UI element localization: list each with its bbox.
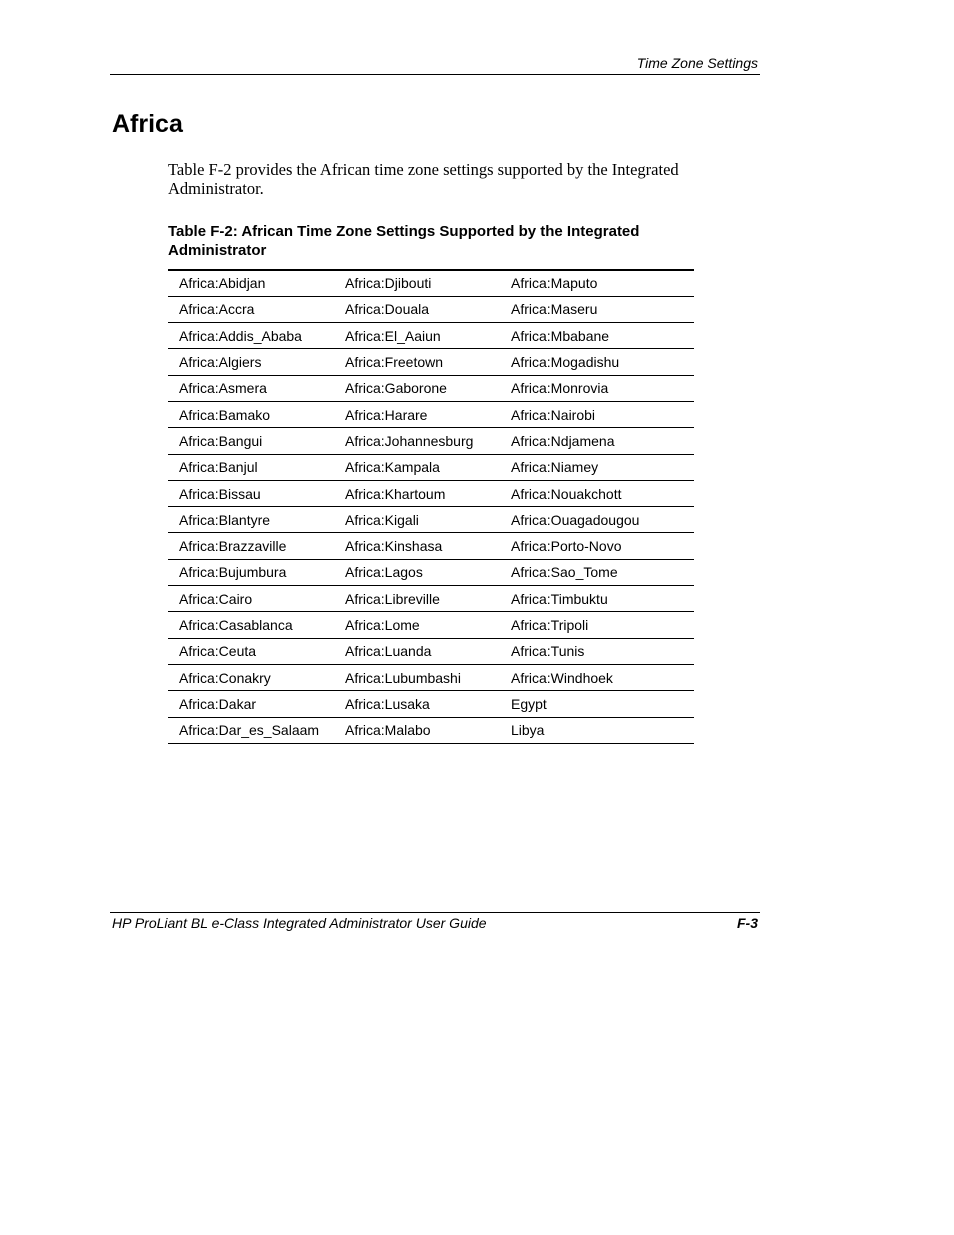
table-row — [168, 296, 694, 322]
table-cell: Africa:Malabo — [334, 717, 500, 743]
table-cell: Africa:Lubumbashi — [334, 664, 500, 690]
table-row — [168, 717, 694, 743]
table-cell: Africa:Dakar — [168, 691, 334, 717]
table-caption: Table F-2: African Time Zone Settings Supported by the Integrated Administrator — [168, 223, 640, 259]
table-cell: Africa:Ndjamena — [500, 428, 694, 454]
table-cell: Africa:Bamako — [168, 401, 334, 427]
intro-paragraph: Table F-2 provides the African time zone settings supported by the Integrated Administrator. — [168, 160, 679, 198]
table-cell: Egypt — [500, 691, 694, 717]
table-row — [168, 375, 694, 401]
table-cell: Africa:Nouakchott — [500, 480, 694, 506]
table-cell: Africa:Abidjan — [168, 270, 334, 296]
table-cell: Africa:Bangui — [168, 428, 334, 454]
table-cell: Africa:Johannesburg — [334, 428, 500, 454]
table-cell: Africa:Kampala — [334, 454, 500, 480]
table-cell: Africa:Khartoum — [334, 480, 500, 506]
table-cell: Africa:Asmera — [168, 375, 334, 401]
table-cell: Africa:Lome — [334, 612, 500, 638]
table-cell: Africa:Windhoek — [500, 664, 694, 690]
table-cell: Africa:Porto-Novo — [500, 533, 694, 559]
table-row — [168, 428, 694, 454]
running-header: Time Zone Settings — [636, 55, 758, 71]
table-cell: Africa:Cairo — [168, 586, 334, 612]
table-cell: Africa:Mbabane — [500, 323, 694, 349]
table-row — [168, 664, 694, 690]
footer-rule — [110, 912, 760, 913]
table-cell: Africa:Algiers — [168, 349, 334, 375]
table-row — [168, 507, 694, 533]
table-row — [168, 349, 694, 375]
table-cell: Africa:Libreville — [334, 586, 500, 612]
table-row — [168, 480, 694, 506]
section-title: Africa — [112, 110, 183, 138]
footer-guide-title: HP ProLiant BL e-Class Integrated Administrator User Guide — [112, 915, 487, 931]
table-cell: Africa:Lusaka — [334, 691, 500, 717]
table-cell: Africa:Luanda — [334, 638, 500, 664]
table-cell: Africa:Accra — [168, 296, 334, 322]
table-cell: Africa:Tunis — [500, 638, 694, 664]
table-cell: Africa:Djibouti — [334, 270, 500, 296]
table-cell: Africa:Kinshasa — [334, 533, 500, 559]
table-cell: Africa:Douala — [334, 296, 500, 322]
table-cell: Africa:Tripoli — [500, 612, 694, 638]
table-cell: Africa:Maseru — [500, 296, 694, 322]
table-row — [168, 638, 694, 664]
table-cell: Africa:Dar_es_Salaam — [168, 717, 334, 743]
table-row — [168, 612, 694, 638]
table-row — [168, 454, 694, 480]
table-row — [168, 586, 694, 612]
table-cell: Africa:Timbuktu — [500, 586, 694, 612]
table-cell: Africa:Addis_Ababa — [168, 323, 334, 349]
table-row — [168, 323, 694, 349]
time-zone-table — [168, 269, 694, 744]
table-cell: Africa:Niamey — [500, 454, 694, 480]
table-cell: Africa:Mogadishu — [500, 349, 694, 375]
table-cell: Africa:Blantyre — [168, 507, 334, 533]
table-cell: Africa:Gaborone — [334, 375, 500, 401]
table-cell: Africa:Lagos — [334, 559, 500, 585]
table-cell: Africa:Ceuta — [168, 638, 334, 664]
table-cell: Africa:Casablanca — [168, 612, 334, 638]
table-cell: Africa:Monrovia — [500, 375, 694, 401]
table-cell: Africa:El_Aaiun — [334, 323, 500, 349]
table-cell: Africa:Ouagadougou — [500, 507, 694, 533]
table-cell: Africa:Bissau — [168, 480, 334, 506]
table-row — [168, 691, 694, 717]
table-row — [168, 559, 694, 585]
table-cell: Africa:Nairobi — [500, 401, 694, 427]
table-row — [168, 401, 694, 427]
table-row — [168, 533, 694, 559]
table-cell: Africa:Kigali — [334, 507, 500, 533]
table-cell: Africa:Banjul — [168, 454, 334, 480]
table-cell: Africa:Freetown — [334, 349, 500, 375]
table-cell: Africa:Harare — [334, 401, 500, 427]
page-number: F-3 — [737, 915, 758, 931]
table-cell: Libya — [500, 717, 694, 743]
table-cell: Africa:Maputo — [500, 270, 694, 296]
table-cell: Africa:Bujumbura — [168, 559, 334, 585]
table-row — [168, 270, 694, 296]
table-cell: Africa:Conakry — [168, 664, 334, 690]
table-cell: Africa:Brazzaville — [168, 533, 334, 559]
table-cell: Africa:Sao_Tome — [500, 559, 694, 585]
time-zone-table-body — [168, 270, 694, 743]
header-rule — [110, 74, 760, 75]
